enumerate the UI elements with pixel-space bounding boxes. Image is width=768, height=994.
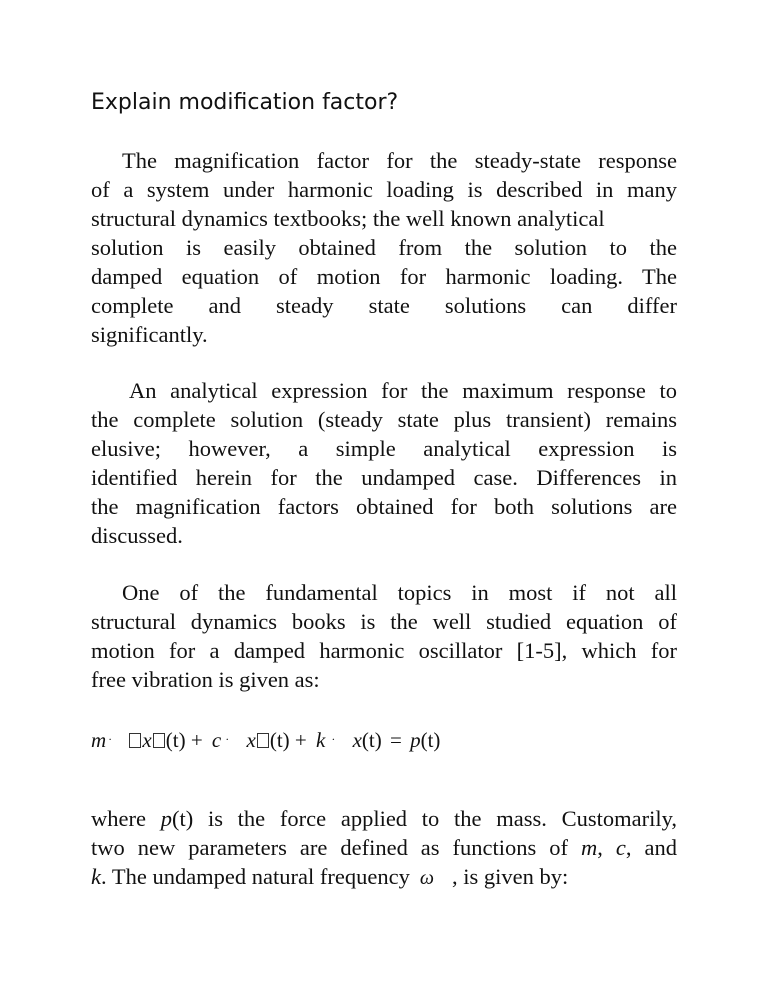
eq-dot: · [225, 732, 230, 746]
eq-m: m [91, 728, 107, 752]
eq-term: (t) [420, 728, 441, 752]
paragraph-line: significantly. [91, 322, 208, 347]
paragraph-line: the complete solution (steady state plus transient) remains [91, 407, 677, 432]
paragraph-line: free vibration is given as: [91, 667, 320, 692]
paragraph-line: motion for a damped harmonic oscillator [1-5], which for [91, 638, 677, 663]
eq-x: x [352, 728, 362, 752]
eq-term: (t) [361, 728, 382, 752]
paragraph-line [91, 862, 677, 893]
equation-of-motion [91, 728, 440, 753]
paragraph-line: discussed. [91, 523, 183, 548]
text-run: two new parameters are defined as functions of [91, 835, 569, 860]
eq-p: p [410, 728, 421, 752]
paragraph-line: damped equation of motion for harmonic loading. The [91, 264, 677, 289]
paragraph-line [91, 833, 677, 862]
text-run: where [91, 806, 146, 831]
paragraph-line: solution is easily obtained from the solution to the [91, 235, 677, 260]
paragraph-line: structural dynamics books is the well studied equation of [91, 609, 677, 634]
symbol-c: c [615, 835, 626, 860]
eq-term: (t) + [269, 728, 307, 752]
eq-k: k [316, 728, 326, 752]
text-run: , and [625, 835, 678, 860]
text-run: . The undamped natural frequency [101, 864, 410, 889]
paragraph-line: One of the fundamental topics in most if not all [122, 580, 677, 605]
symbol-p: p [160, 806, 172, 831]
missing-glyph-icon [257, 733, 269, 748]
paragraph-line [91, 804, 677, 833]
eq-c: c [211, 728, 222, 752]
paragraph-1 [91, 146, 677, 349]
eq-x: x [142, 728, 152, 752]
paragraph-3 [91, 578, 677, 694]
paragraph-4 [91, 804, 677, 893]
paragraph-line: elusive; however, a simple analytical expression is [91, 436, 677, 461]
paragraph-line: structural dynamics textbooks; the well known analytical [91, 206, 605, 231]
page-title: Explain modification factor? [91, 90, 399, 115]
symbol-k: k [91, 864, 101, 889]
paragraph-line: complete and steady state solutions can differ [91, 293, 677, 318]
text-run: (t) [171, 806, 194, 831]
text-run: is the force applied to the mass. Customarily, [207, 806, 677, 831]
symbol-m: m [581, 835, 598, 860]
paragraph-line: The magnification factor for the steady-state response [122, 148, 677, 173]
eq-term: (t) + [165, 728, 203, 752]
text-run: , [597, 835, 603, 860]
paragraph-line: the magnification factors obtained for both solutions are [91, 494, 677, 519]
paragraph-line: of a system under harmonic loading is described in many [91, 177, 677, 202]
eq-dot: · [108, 732, 113, 746]
eq-dot: · [331, 732, 336, 746]
symbol-omega: ω [419, 867, 434, 889]
missing-glyph-icon [129, 733, 141, 748]
eq-x: x [246, 728, 256, 752]
paragraph-line: An analytical expression for the maximum response to [129, 378, 677, 403]
eq-equals: = [389, 728, 402, 752]
missing-glyph-icon [153, 733, 165, 748]
paragraph-2 [91, 376, 677, 550]
paragraph-line: identified herein for the undamped case. Differences in [91, 465, 677, 490]
text-run: , is given by: [451, 864, 569, 889]
